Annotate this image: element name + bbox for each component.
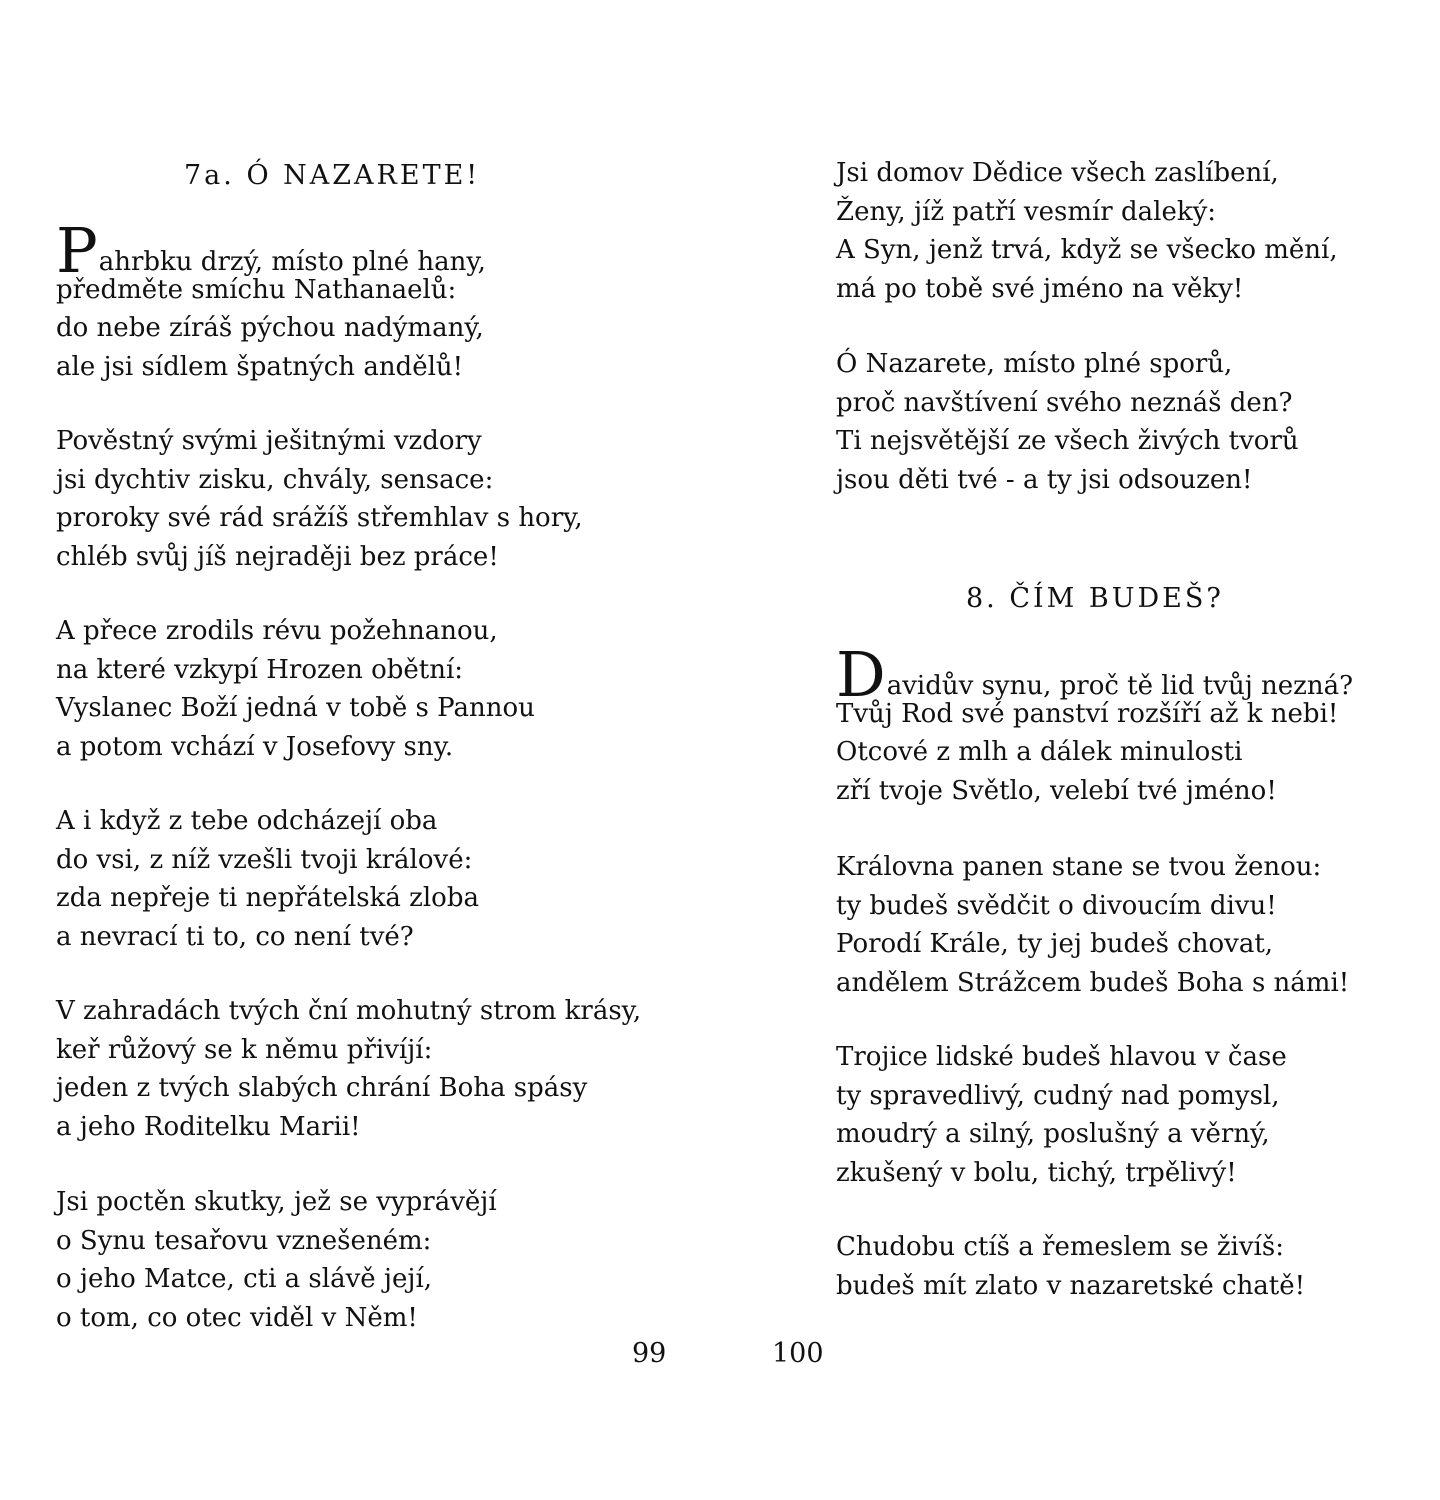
verse-line: jsou děti tvé - a ty jsi odsouzen! <box>836 464 1253 495</box>
verse-line: Chudobu ctíš a řemeslem se živíš: <box>836 1232 1284 1262</box>
verse-line: zkušený v bolu, tichý, trpělivý! <box>836 1157 1237 1188</box>
verse-line: jeden z tvých slabých chrání Boha spásy <box>56 1073 588 1103</box>
drop-cap: D <box>836 638 886 711</box>
verse-line: A i když z tebe odcházejí oba <box>56 806 438 836</box>
verse-line: na které vzkypí Hrozen obětní: <box>56 654 464 685</box>
page-number-right: 100 <box>772 1338 824 1369</box>
verse-line: o Synu tesařovu vznešeném: <box>56 1225 432 1256</box>
verse-line: A Syn, jenž trvá, když se všecko mění, <box>836 235 1338 265</box>
verse-line: Vyslanec Boží jedná v tobě s Pannou <box>56 693 535 723</box>
stanza <box>836 638 1354 810</box>
verse-line: jsi dychtiv zisku, chvály, sensace: <box>56 464 494 495</box>
verse-line: Davidův synu, proč tě lid tvůj nezná? <box>836 638 1354 711</box>
verse-line: do nebe zíráš pýchou nadýmaný, <box>56 313 484 343</box>
verse-line: ty budeš svědčit o divoucím divu! <box>836 890 1277 921</box>
verse-line: andělem Strážcem budeš Boha s námi! <box>836 967 1350 998</box>
verse-line: Pahrbku drzý, místo plné hany, <box>56 214 486 287</box>
verse-line: Otcové z mlh a dálek minulosti <box>836 737 1243 767</box>
verse-line: zda nepřeje ti nepřátelská zloba <box>56 883 479 913</box>
stanza <box>836 345 1299 499</box>
verse-line: Tvůj Rod své panství rozšíří až k nebi! <box>836 698 1339 729</box>
verse-line: Porodí Krále, ty jej budeš chovat, <box>836 929 1274 959</box>
verse-line: Jsi poctěn skutky, jež se vyprávějí <box>56 1187 497 1217</box>
verse-line: proroky své rád srážíš střemhlav s hory, <box>56 503 583 533</box>
verse-line: a potom vchází v Josefovy sny. <box>56 731 454 762</box>
stanza <box>56 802 479 956</box>
verse-line: o jeho Matce, cti a slávě její, <box>56 1264 433 1294</box>
verse-line: budeš mít zlato v nazaretské chatě! <box>836 1270 1306 1301</box>
verse-line: keř růžový se k němu přivíjí: <box>56 1034 433 1065</box>
verse-line: a jeho Roditelku Marii! <box>56 1111 361 1142</box>
verse-line: a nevrací ti to, co není tvé? <box>56 921 414 952</box>
poem-title-cim-budes: 8. ČÍM BUDEŠ? <box>966 583 1224 614</box>
verse-line: V zahradách tvých ční mohutný strom krásy, <box>56 996 642 1026</box>
verse-line: Ti nejsvětější ze všech živých tvorů <box>836 426 1299 456</box>
verse-line: chléb svůj jíš nejraději bez práce! <box>56 541 499 572</box>
stanza <box>56 422 583 576</box>
stanza <box>56 1183 497 1337</box>
verse-line: zří tvoje Světlo, velebí tvé jméno! <box>836 775 1277 806</box>
verse-line: Ženy, jíž patří vesmír daleký: <box>836 196 1217 227</box>
stanza <box>836 1228 1305 1305</box>
stanza <box>56 214 486 386</box>
verse-line: předměte smíchu Nathanaelů: <box>56 274 457 305</box>
stanza <box>836 1038 1287 1192</box>
verse-line: proč navštívení svého neznáš den? <box>836 387 1293 418</box>
drop-cap: P <box>56 214 98 287</box>
verse-line: Ó Nazarete, místo plné sporů, <box>836 349 1233 379</box>
verse-line: Královna panen stane se tvou ženou: <box>836 852 1322 882</box>
verse-line: A přece zrodils révu požehnanou, <box>56 616 498 646</box>
verse-line: Trojice lidské budeš hlavou v čase <box>836 1042 1287 1072</box>
page-number-left: 99 <box>632 1338 667 1369</box>
verse-line: Jsi domov Dědice všech zaslíbení, <box>836 158 1279 188</box>
verse-line: Pověstný svými ješitnými vzdory <box>56 426 482 456</box>
verse-line: ty spravedlivý, cudný nad pomysl, <box>836 1080 1280 1111</box>
stanza <box>836 848 1349 1002</box>
verse-line: má po tobě své jméno na věky! <box>836 273 1244 304</box>
stanza <box>56 992 641 1146</box>
verse-line: do vsi, z níž vzešli tvoji králové: <box>56 844 473 875</box>
stanza <box>836 154 1338 308</box>
verse-line: moudrý a silný, poslušný a věrný, <box>836 1119 1270 1149</box>
verse-line: ale jsi sídlem špatných andělů! <box>56 351 464 382</box>
poem-title-nazarete: 7a. Ó NAZARETE! <box>184 160 481 191</box>
verse-line: o tom, co otec viděl v Něm! <box>56 1302 418 1333</box>
stanza <box>56 612 535 766</box>
